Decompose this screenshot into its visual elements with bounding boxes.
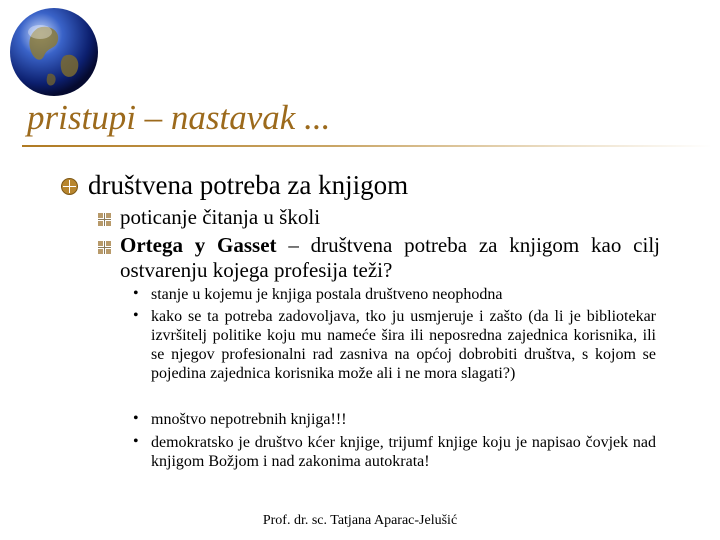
- level3-item: demokratsko je društvo kćer knjige, trijumf knjige koju je napisao čovjek nad knjigom Božjom i nad zakonima autokrata!: [151, 434, 656, 470]
- footer-author: Prof. dr. sc. Tatjana Aparac-Jelušić: [262, 513, 458, 528]
- globe-icon: [8, 6, 100, 98]
- slide-title: pristupi – nastavak ...: [27, 98, 331, 137]
- square-cross-bullet-icon: [98, 241, 111, 254]
- level2-text: poticanje čitanja u školi: [120, 205, 321, 229]
- level1-item: društvena potreba za knjigom: [88, 170, 409, 200]
- bullet-dot-icon: •: [133, 410, 139, 427]
- square-cross-bullet-icon: [98, 213, 111, 226]
- level3-item: mnoštvo nepotrebnih knjiga!!!: [151, 411, 347, 428]
- level2-bold-name: Ortega y Gasset: [120, 233, 277, 257]
- level2-text: – društvena potreba za knjigom kao cilj ostvarenju kojega profesija teži?: [120, 233, 660, 282]
- level2-item: [120, 233, 660, 283]
- level3-item: stanje u kojemu je knjiga postala društveno neophodna: [151, 286, 503, 303]
- bullet-dot-icon: •: [133, 433, 139, 450]
- circle-cross-bullet-icon: [61, 178, 78, 195]
- title-divider: [22, 145, 712, 147]
- bullet-dot-icon: •: [133, 307, 139, 324]
- level2-item: [120, 205, 320, 230]
- bullet-dot-icon: •: [133, 285, 139, 302]
- level3-item: kako se ta potreba zadovoljava, tko ju usmjeruje i zašto (da li je bibliotekar izvršitelj politike koju mu nameće šira ili neposredna zajednica korisnika, ili se njegov profesionalni rad zasniva na općoj dobrobiti društva, s kojom se pojedina zajednica korisnika može ali i ne mora slagati?): [151, 308, 656, 382]
